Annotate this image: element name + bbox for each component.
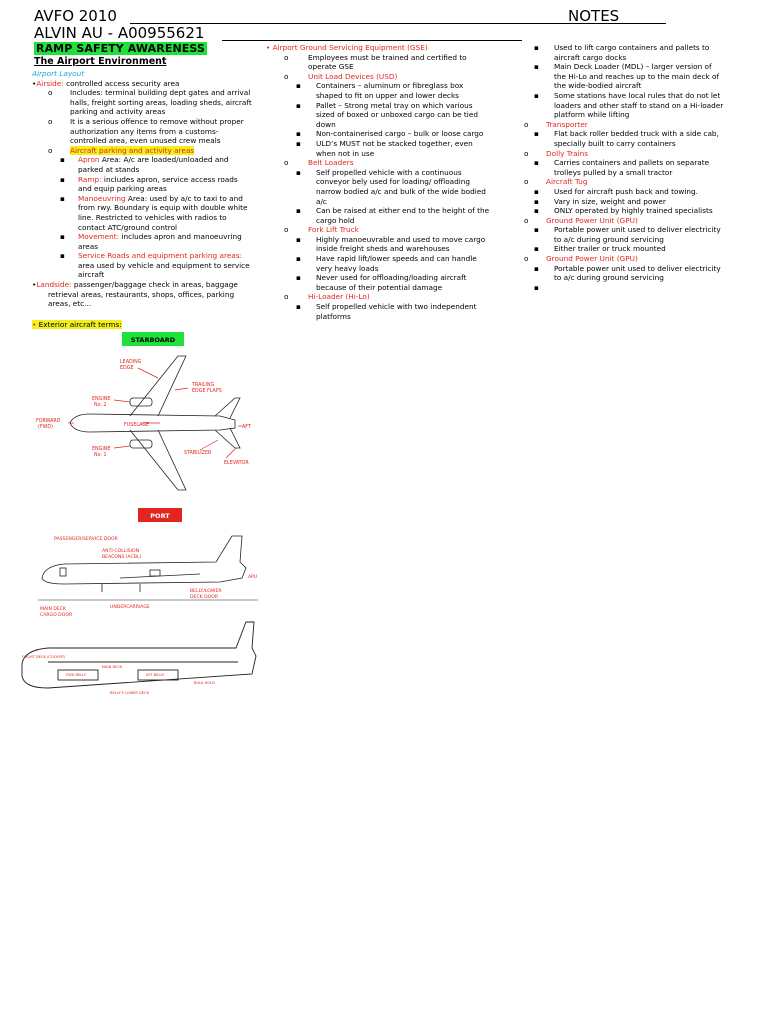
forklift-item-1 <box>266 235 526 254</box>
airside-sub-1 <box>32 88 272 117</box>
aircraft-side-outline <box>42 536 246 592</box>
fuselage-label: FUSELAGE <box>124 423 150 428</box>
square-bullet: ▪ <box>534 282 539 292</box>
square-bullet: ▪ <box>296 138 301 148</box>
forward-label: (FWD) <box>38 425 53 430</box>
text-line: inside freight sheds and warehouses <box>316 244 450 254</box>
course-code: AVFO 2010 <box>34 7 117 25</box>
circle-bullet: o <box>284 292 289 302</box>
square-bullet: ▪ <box>534 129 539 139</box>
text-line: platform while lifting <box>554 110 630 120</box>
gpu2-item-2 <box>520 283 764 293</box>
text-line <box>554 283 764 293</box>
text-line: Containers – aluminum or fibreglass box <box>316 81 464 91</box>
square-bullet: ▪ <box>296 302 301 312</box>
gpu1-heading: Ground Power Unit (GPU) <box>546 215 638 225</box>
text-line: shaped to fit on upper and lower decks <box>316 90 459 100</box>
text-line: down <box>316 119 336 129</box>
square-bullet: ▪ <box>534 90 539 100</box>
square-bullet: ▪ <box>534 196 539 206</box>
text-line: area used by vehicle and equipment to service <box>78 260 250 270</box>
flight-deck-label: FLIGHT DECK (COCKPIT) <box>22 655 66 659</box>
text-line: from rwy. Boundary is equip with double white <box>78 203 248 213</box>
elevator-label: ELEVATOR <box>224 461 249 466</box>
text-line: Never used for offloading/loading aircraft <box>316 273 467 283</box>
dolly-item <box>520 158 764 177</box>
movement-label: Movement: <box>78 232 120 242</box>
square-bullet: ▪ <box>60 155 65 165</box>
exterior-terms-heading <box>32 320 122 329</box>
forward-label: FORWARD <box>36 419 61 424</box>
transporter-item <box>520 129 764 148</box>
text-line: Area: used by a/c to taxi to and <box>125 193 243 203</box>
landside-line <box>32 280 272 290</box>
aircraft-parking-heading: Aircraft parking and activity areas <box>70 145 195 155</box>
text-line: Exterior aircraft terms: <box>38 319 122 329</box>
dolly-heading-item <box>520 149 764 159</box>
forklift-item-2 <box>266 254 529 273</box>
belt-item-2 <box>266 206 529 225</box>
undercarriage-label: UNDERCARRIAGE <box>110 605 150 610</box>
text-line: narrow bodied a/c and bulk of the wide bodied <box>316 186 486 196</box>
square-bullet: ▪ <box>534 206 539 216</box>
circle-bullet: o <box>48 145 53 155</box>
text-line: areas <box>78 241 99 251</box>
uld-item-3 <box>266 129 526 139</box>
service-roads-item <box>32 251 272 280</box>
bullet: • <box>32 78 37 88</box>
section-title: The Airport Environment <box>34 56 167 67</box>
engine1-label: No. 1 <box>94 453 107 458</box>
text-line: Flat back roller bedded truck with a side cab, <box>554 129 719 139</box>
gpu2-heading-item <box>520 254 764 264</box>
dolly-heading: Dolly Trains <box>546 148 589 158</box>
column-1 <box>32 69 272 329</box>
ramp-item <box>32 175 272 194</box>
text-line: specially built to carry containers <box>554 138 676 148</box>
student-name: ALVIN AU - A00955621 <box>34 24 205 42</box>
text-line: loaders and other staff to stand on a Hi-loader <box>554 100 724 110</box>
belt-item-1 <box>266 167 529 206</box>
square-bullet: ▪ <box>296 254 301 264</box>
circle-bullet: o <box>48 116 53 126</box>
text-line: to a/c during ground servicing <box>554 234 664 244</box>
circle-bullet: o <box>524 148 529 158</box>
text-line: Non-containerised cargo – bulk or loose cargo <box>316 129 484 139</box>
text-line: Used to lift cargo containers and pallets to <box>554 43 710 52</box>
text-line: cargo hold <box>316 215 355 225</box>
text-line: platforms <box>316 311 351 321</box>
hiloader-heading-item <box>266 292 526 302</box>
text-line: when not in use <box>316 148 375 158</box>
square-bullet: ▪ <box>60 174 65 184</box>
text-line: includes apron, service access roads <box>101 174 238 184</box>
notes-label: NOTES <box>568 7 620 25</box>
text-line: Portable power unit used to deliver electricity <box>554 263 721 273</box>
trailing-edge-label: TRAILING <box>192 383 215 388</box>
text-line: controlled area, even unused crew meals <box>70 136 221 146</box>
bullet: • <box>32 280 37 290</box>
circle-bullet: o <box>284 71 289 81</box>
uld-heading: Unit Load Devices (USD) <box>308 71 398 81</box>
text-line: ULD’s MUST not be stacked together, even <box>316 138 473 148</box>
square-bullet: ▪ <box>296 129 301 139</box>
text-line: Highly manoeuvrable and used to move cargo <box>316 234 486 244</box>
uld-heading-item <box>266 72 526 82</box>
text-line: authorization any items from a customs- <box>70 126 219 136</box>
gpu1-item-2 <box>520 244 764 254</box>
text-line: contact ATC/ground control <box>78 222 178 232</box>
movement-item <box>32 232 272 251</box>
aircraft-parking-item <box>32 146 272 156</box>
text-line: Includes: terminal building dept gates and arrival <box>70 88 251 98</box>
text-line: Either trailer or truck mounted <box>554 244 666 254</box>
text-line: because of their potential damage <box>316 282 443 292</box>
engine2-label: ENGINE <box>92 397 111 402</box>
text-line: a/c <box>316 196 327 206</box>
tug-heading: Aircraft Tug <box>546 177 588 187</box>
forklift-heading-item <box>266 225 526 235</box>
trailing-edge-label: EDGE FLAPS <box>192 389 222 394</box>
aircraft-cargo-section-diagram <box>18 618 262 700</box>
text-line: ONLY operated by highly trained specialists <box>554 206 713 216</box>
text-line: It is a serious offence to remove without proper <box>70 116 244 126</box>
square-bullet: ▪ <box>296 206 301 216</box>
port-label: PORT <box>150 512 170 520</box>
text-line: conveyor bely used for loading/ offloading <box>316 177 471 187</box>
square-bullet: ▪ <box>296 81 301 91</box>
text-line: aircraft cargo docks <box>554 52 627 62</box>
engine1-label: ENGINE <box>92 447 111 452</box>
forklift-heading: Fork Lift Truck <box>308 225 359 235</box>
document-title: RAMP SAFETY AWARENESS <box>36 42 205 55</box>
text-line: areas, etc… <box>48 299 92 309</box>
landside-label: Landside: <box>36 280 72 290</box>
tug-item-2 <box>520 197 764 207</box>
circle-bullet: o <box>284 158 289 168</box>
stabilizer-label: STABILIZER <box>184 451 212 456</box>
square-bullet: ▪ <box>534 225 539 235</box>
main-deck-door-label: MAIN DECK <box>40 607 67 612</box>
belt-heading: Belt Loaders <box>308 158 354 168</box>
engine2-label: No. 2 <box>94 403 107 408</box>
gpu1-item-1 <box>520 225 764 244</box>
ramp-label: Ramp: <box>78 174 102 184</box>
belly-door-label: DECK DOOR <box>190 595 219 600</box>
text-line: the Hi-Lo and reaches up to the main deck of <box>554 71 720 81</box>
leading-edge-label: LEADING <box>120 360 142 365</box>
text-line: very heavy loads <box>316 263 379 273</box>
square-bullet: ▪ <box>534 263 539 273</box>
service-roads-label: Service Roads and equipment parking areas: <box>78 251 243 261</box>
text-line: line. Restricted to vehicles with radios to <box>78 212 227 222</box>
airport-layout-heading: Airport Layout <box>32 69 85 78</box>
bullet: • <box>266 43 273 52</box>
bulk-hold-label: BULK HOLD <box>194 681 215 685</box>
leader-lines <box>68 368 242 458</box>
text-line: halls, freight sorting areas, loading sheds, aircraft <box>70 97 252 107</box>
aircraft-top-view-diagram <box>30 330 262 530</box>
text-line: retrieval areas, restaurants, shops, offices, parking <box>48 289 235 299</box>
text-line: Self propelled vehicle with a continuous <box>316 167 462 177</box>
square-bullet: ▪ <box>296 234 301 244</box>
text-line: the wide-bodied aircraft <box>554 81 642 91</box>
uld-item-2 <box>266 100 529 130</box>
text-line: Portable power unit used to deliver electricity <box>554 225 721 235</box>
transporter-heading: Transporter <box>546 119 588 129</box>
gpu1-heading-item <box>520 216 764 226</box>
anticollision-label: BEACONS (ACBL) <box>102 555 142 560</box>
text-line: Self propelled vehicle with two independent <box>316 302 477 312</box>
text-line: parking and activity areas <box>70 107 166 117</box>
anticollision-label: ANTI-COLLISION <box>102 549 140 554</box>
square-bullet: ▪ <box>534 186 539 196</box>
text-line: Main Deck Loader (MDL) – larger version of <box>554 62 712 72</box>
text-line: to a/c during ground servicing <box>554 273 664 283</box>
text-line: Some stations have local rules that do not let <box>554 90 721 100</box>
square-bullet: ▪ <box>60 232 65 242</box>
airside-sub-2 <box>32 117 272 146</box>
starboard-label: STARBOARD <box>130 336 176 344</box>
airside-text: controlled access security area <box>63 78 180 88</box>
gpu2-item-1 <box>520 264 764 283</box>
circle-bullet: o <box>524 254 529 264</box>
text-line: Carries containers and pallets on separate <box>554 158 710 168</box>
hilo-item-2 <box>520 62 764 91</box>
forklift-item-3 <box>266 273 526 292</box>
text-line: and equip parking areas <box>78 184 167 194</box>
text-line: Pallet – Strong metal tray on which various <box>316 100 473 110</box>
square-bullet: ▪ <box>60 251 65 261</box>
text-line: trolleys pulled by a small tractor <box>554 167 673 177</box>
text-line: Used for aircraft push back and towing. <box>554 186 698 196</box>
apron-label: Apron <box>78 155 100 165</box>
square-bullet: ▪ <box>296 273 301 283</box>
circle-bullet: o <box>524 119 529 129</box>
gpu2-heading: Ground Power Unit (GPU) <box>546 254 638 264</box>
square-bullet: ▪ <box>60 193 65 203</box>
text-line: aircraft <box>78 270 105 280</box>
hilo-item-3 <box>520 91 764 120</box>
manoeuvring-label: Manoeuvring <box>78 193 126 203</box>
belt-heading-item <box>266 158 526 168</box>
header-rule-2 <box>222 40 522 41</box>
text-line: Area: A/c are loaded/unloaded and <box>101 155 229 165</box>
bullet: • <box>32 319 39 329</box>
square-bullet: ▪ <box>534 244 539 254</box>
bellys-lower-deck-label: BELLY'S LOWER DECK <box>110 691 149 695</box>
main-deck-label: MAIN DECK <box>102 665 123 669</box>
hiloader-heading: Hi-Loader (Hi-Lo) <box>308 292 370 302</box>
text-line: operate GSE <box>308 62 354 72</box>
circle-bullet: o <box>524 177 529 187</box>
tug-item-1 <box>520 187 764 197</box>
section-labels <box>22 655 215 695</box>
aircraft-side-view-diagram <box>30 528 262 620</box>
leading-edge-label: EDGE <box>120 366 134 371</box>
text-line: Vary in size, weight and power <box>554 196 666 206</box>
gse-heading: Airport Ground Servicing Equipment (GSE) <box>272 43 428 52</box>
circle-bullet: o <box>524 215 529 225</box>
main-deck-door-label: CARGO DOOR <box>40 613 73 618</box>
text-line: passenger/baggage check in areas, baggage <box>71 280 238 290</box>
column-3 <box>520 43 764 292</box>
passenger-door-label: PASSENGER/SERVICE DOOR <box>54 537 118 542</box>
column-2 <box>266 43 529 321</box>
text-line: Have rapid lift/lower speeds and can handle <box>316 254 477 264</box>
text-line: includes apron and manoeuvring <box>119 232 242 242</box>
apron-item <box>32 155 272 174</box>
gse-sub <box>266 53 526 72</box>
square-bullet: ▪ <box>534 62 539 72</box>
fwd-belly-label: FWD BELLY <box>66 673 86 677</box>
hilo-item-1 <box>520 43 764 62</box>
circle-bullet: o <box>284 225 289 235</box>
uld-item-4 <box>266 138 529 158</box>
circle-bullet: o <box>284 52 289 62</box>
tug-heading-item <box>520 177 764 187</box>
square-bullet: ▪ <box>296 100 301 110</box>
manoeuvring-item <box>32 194 272 232</box>
square-bullet: ▪ <box>534 43 539 52</box>
text-line: sized of boxed or unboxed cargo can be tied <box>316 110 478 120</box>
airside-line <box>32 79 272 89</box>
text-line: parked at stands <box>78 164 140 174</box>
text-line: Employees must be trained and certified to <box>308 52 467 62</box>
transporter-heading-item <box>520 120 764 130</box>
tug-item-3 <box>520 206 764 216</box>
square-bullet: ▪ <box>534 158 539 168</box>
uld-item-1 <box>266 81 526 100</box>
airside-label: Airside: <box>36 78 64 88</box>
text-line: Can be raised at either end to the height of the <box>316 206 490 216</box>
square-bullet: ▪ <box>296 167 301 177</box>
aft-belly-label: AFT BELLY <box>146 673 165 677</box>
apu-label: APU <box>248 575 258 580</box>
belly-door-label: BELLY/LOWER <box>190 589 222 594</box>
hiloader-item-1 <box>266 302 526 321</box>
aft-label: AFT <box>242 425 251 430</box>
circle-bullet: o <box>48 88 53 98</box>
